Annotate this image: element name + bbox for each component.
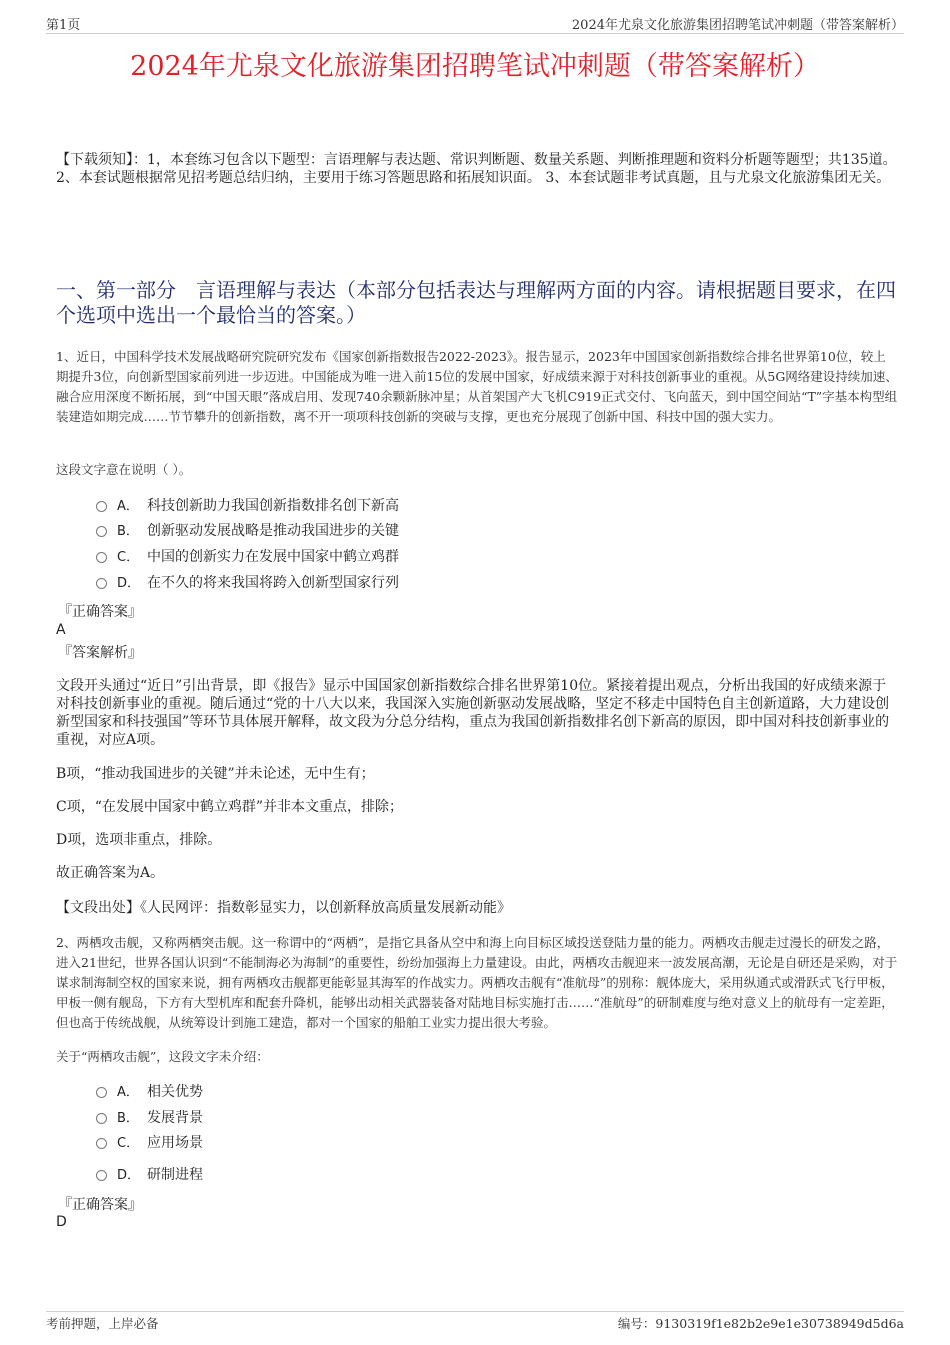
page-number: 第1页 xyxy=(46,18,81,33)
q1-option-a[interactable] xyxy=(96,496,399,516)
option-text: 应用场景 xyxy=(147,1135,203,1151)
q2-option-c[interactable] xyxy=(96,1133,203,1153)
q2-option-d[interactable] xyxy=(96,1165,203,1185)
q1-analysis-option-b: B项，“推动我国进步的关键”并未论述，无中生有； xyxy=(56,766,375,782)
option-text: 发展背景 xyxy=(147,1110,203,1126)
radio-icon[interactable] xyxy=(96,501,107,512)
q2-answer-label: 『正确答案』 xyxy=(58,1197,142,1213)
q1-option-d[interactable] xyxy=(96,573,399,593)
q1-answer: A xyxy=(56,622,66,638)
header-divider xyxy=(46,33,904,34)
q1-analysis-option-c: C项，“在发展中国家中鹤立鸡群”并非本文重点，排除； xyxy=(56,799,404,815)
q1-option-b[interactable] xyxy=(96,521,399,541)
question-1-stem: 这段文字意在说明（ ）。 xyxy=(56,462,192,477)
radio-icon[interactable] xyxy=(96,1170,107,1181)
download-notice: 【下载须知】：1，本套练习包含以下题型：言语理解与表达题、常识判断题、数量关系题、判断推理题和资料分析题等题型；共135道。 2、本套试题根据常见招考题总结归纳，主要用于练习答题思路和拓展知识面。 3、本套试题非考试真题，且与尤泉文化旅游集团无关。 xyxy=(56,152,897,186)
option-text: 研制进程 xyxy=(147,1167,203,1183)
q1-source: 【文段出处】《人民网评：指数彰显实力，以创新释放高质量发展新动能》 xyxy=(56,900,511,916)
option-letter: B． xyxy=(117,1111,139,1126)
q1-option-c[interactable] xyxy=(96,547,399,567)
q1-answer-label: 『正确答案』 xyxy=(58,604,142,620)
page-title: 2024年尤泉文化旅游集团招聘笔试冲刺题（带答案解析） xyxy=(130,51,820,82)
header-doc-title: 2024年尤泉文化旅游集团招聘笔试冲刺题（带答案解析） xyxy=(571,18,904,33)
radio-icon[interactable] xyxy=(96,578,107,589)
q2-answer: D xyxy=(56,1214,67,1230)
option-letter: D． xyxy=(117,576,141,591)
option-letter: A． xyxy=(117,499,139,514)
footer-divider xyxy=(46,1311,904,1312)
q1-analysis-paragraph: 文段开头通过“近日”引出背景，即《报告》显示中国国家创新指数综合排名世界第10位。紧接着提出观点，分析出我国的好成绩来源于对科技创新事业的重视。随后通过“党的十八大以来，我国深入实施创新驱动发展战略，坚定不移走中国特色自主创新道路，大力建设创新型国家和科技强国”等环节具体展开解释，故文段为分总分结构，重点为我国创新指数排名创下新高的原因，即中国对科技创新事业的重视，对应A项。 xyxy=(56,678,890,748)
q2-option-a[interactable] xyxy=(96,1082,203,1102)
radio-icon[interactable] xyxy=(96,552,107,563)
page-header xyxy=(46,14,904,32)
footer-slogan: 考前押题，上岸必备 xyxy=(46,1316,159,1331)
footer-serial: 编号：9130319f1e82b2e9e1e30738949d5d6a xyxy=(617,1316,904,1331)
question-1-text: 1、近日，中国科学技术发展战略研究院研究发布《国家创新指数报告2022-2023》。报告显示，2023年中国国家创新指数综合排名世界第10位，较上期提升3位，向创新型国家前列进一步迈进。中国能成为唯一进入前15位的发展中国家，好成绩来源于对科技创新事业的重视。从5G网络建设持续加速、融合应用深度不断拓展，到“中国天眼”落成启用、发现740余颗新脉冲星；从首架国产大飞机C919正式交付、飞向蓝天，到中国空间站“T”字基本构型组装建造如期完成……节节攀升的创新指数，离不开一项项科技创新的突破与支撑，更也充分展现了创新中国、科技中国的强大实力。 xyxy=(56,349,898,424)
question-2-text: 2、两栖攻击舰，又称两栖突击舰。这一称谓中的“两栖”，是指它具备从空中和海上向目标区域投送登陆力量的能力。两栖攻击舰走过漫长的研发之路，进入21世纪，世界各国认识到“不能制海必为海制”的重要性，纷纷加强海上力量建设。由此，两栖攻击舰迎来一波发展高潮，无论是自研还是采购，对于谋求制海制空权的国家来说，拥有两栖攻击舰都更能彰显其海军的作战实力。两栖攻击舰有“准航母”的别称：舰体庞大，采用纵通式或滑跃式飞行甲板，甲板一侧有舰岛，下方有大型机库和配套升降机，能够出动相关武器装备对陆地目标实施打击……“准航母”的研制难度与绝对意义上的航母有一定差距，但也高于传统战舰，从统筹设计到施工建造，都对一个国家的船舶工业实力提出很大考验。 xyxy=(56,935,898,1030)
option-text: 中国的创新实力在发展中国家中鹤立鸡群 xyxy=(147,549,399,565)
option-text: 在不久的将来我国将跨入创新型国家行列 xyxy=(147,575,399,591)
q1-analysis-label: 『答案解析』 xyxy=(58,645,142,661)
q1-analysis-conclusion: 故正确答案为A。 xyxy=(56,865,165,881)
q2-option-b[interactable] xyxy=(96,1108,203,1128)
option-letter: A． xyxy=(117,1085,139,1100)
radio-icon[interactable] xyxy=(96,526,107,537)
option-text: 创新驱动发展战略是推动我国进步的关键 xyxy=(147,523,399,539)
radio-icon[interactable] xyxy=(96,1113,107,1124)
radio-icon[interactable] xyxy=(96,1087,107,1098)
option-letter: D． xyxy=(117,1168,141,1183)
option-letter: C． xyxy=(117,1136,140,1151)
q1-analysis-option-d: D项，选项非重点，排除。 xyxy=(56,832,222,848)
section-title: 一、第一部分 言语理解与表达（本部分包括表达与理解两方面的内容。请根据题目要求，在四个选项中选出一个最恰当的答案。） xyxy=(56,278,896,327)
radio-icon[interactable] xyxy=(96,1138,107,1149)
option-letter: B． xyxy=(117,524,139,539)
option-text: 相关优势 xyxy=(147,1084,203,1100)
question-2-stem: 关于“两栖攻击舰”，这段文字未介绍： xyxy=(56,1049,269,1064)
option-text: 科技创新助力我国创新指数排名创下新高 xyxy=(147,498,399,514)
option-letter: C． xyxy=(117,550,140,565)
